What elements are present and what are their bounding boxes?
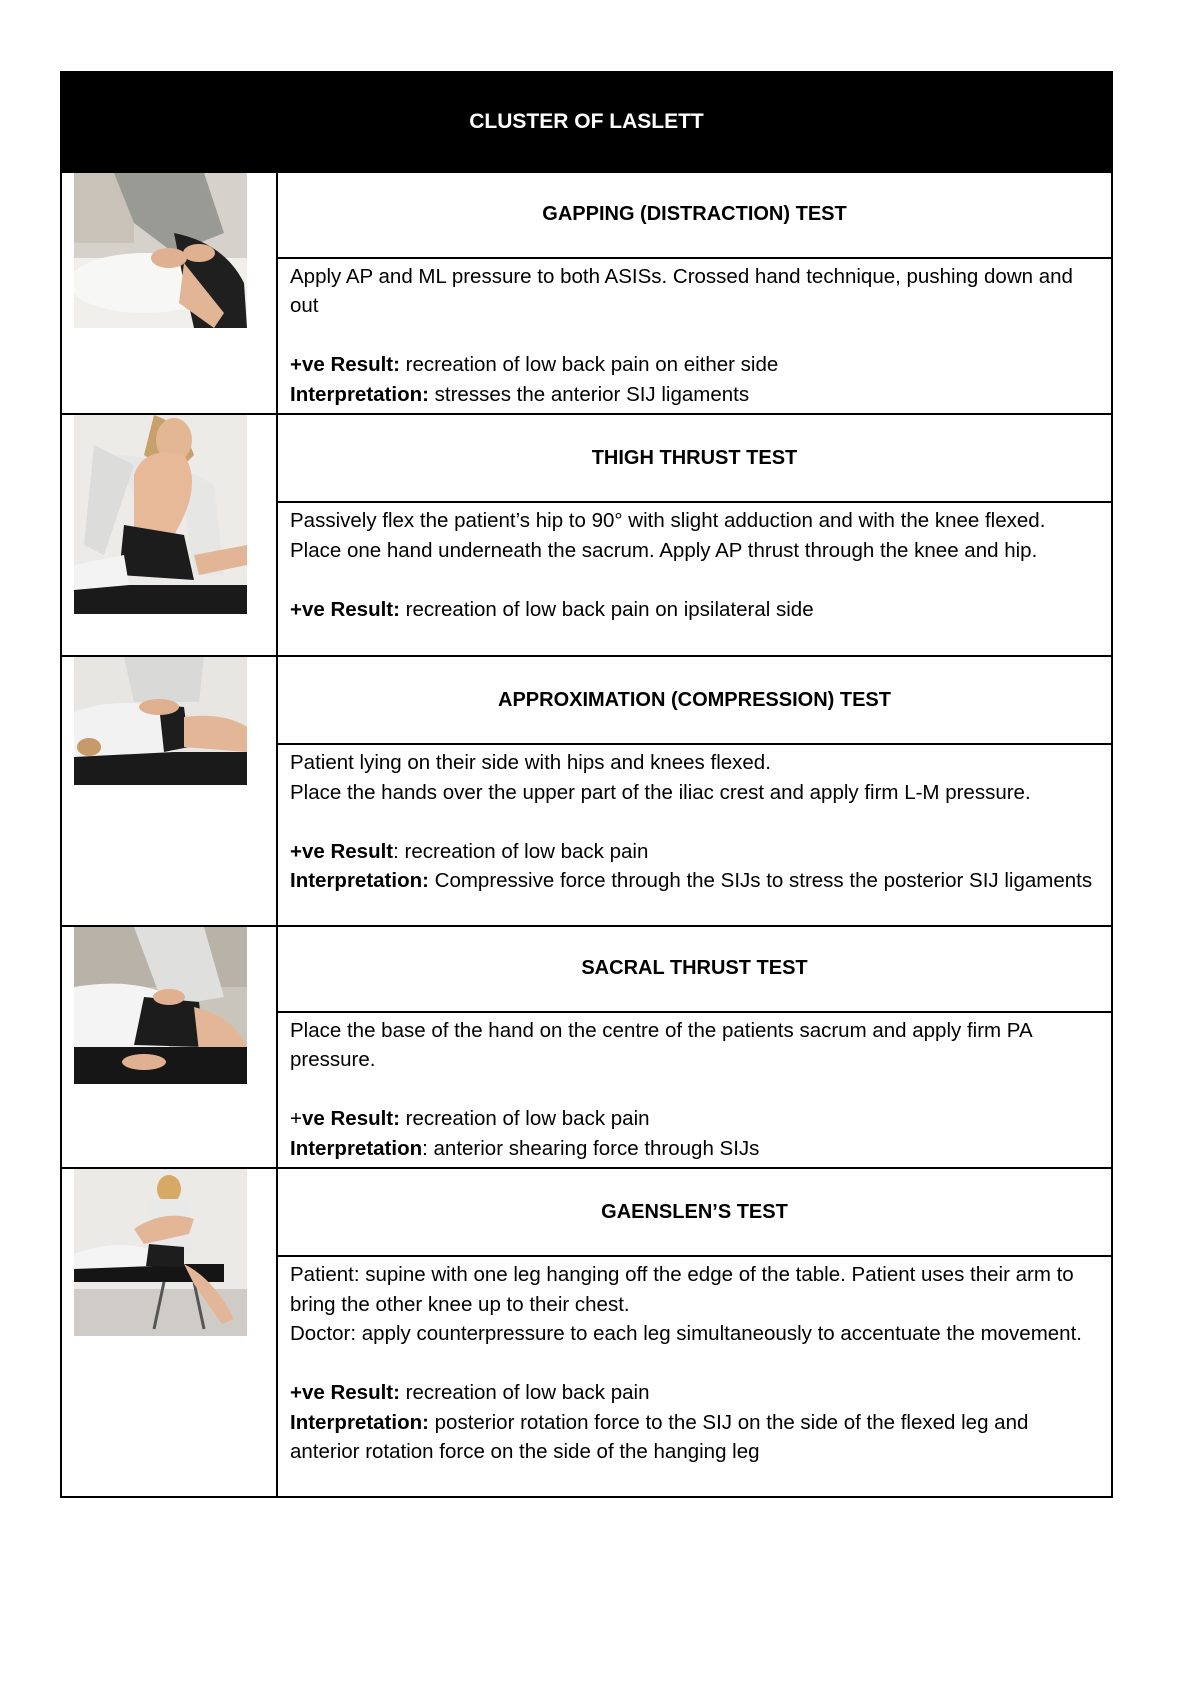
interpretation-text: stresses the anterior SIJ ligaments	[428, 382, 750, 406]
test-row-gapping	[62, 171, 1111, 413]
interpretation-line	[290, 380, 1099, 410]
table-header	[62, 73, 1111, 171]
photo-cell	[62, 173, 278, 413]
interpretation-text: : anterior shearing force through SIJs	[422, 1136, 760, 1160]
result-line	[290, 1104, 1099, 1134]
test-title: GAPPING (DISTRACTION) TEST	[278, 173, 1111, 259]
instruction-text: Apply AP and ML pressure to both ASISs. Crossed hand technique, pushing down and out	[290, 264, 1073, 317]
test-body	[278, 503, 1111, 628]
result-label: +ve Result:	[290, 353, 400, 376]
photo-cell	[62, 1169, 278, 1496]
result-text: recreation of low back pain	[399, 1107, 650, 1130]
instruction-text: Place the base of the hand on the centre of the patients sacrum and apply firm PA pressure.	[290, 1018, 1032, 1071]
text-cell	[278, 657, 1111, 925]
test-title: THIGH THRUST TEST	[278, 415, 1111, 503]
result-line	[290, 837, 1099, 867]
test-row-gaenslen	[62, 1167, 1111, 1496]
interpretation-line	[290, 866, 1099, 896]
text-cell	[278, 415, 1111, 655]
result-label: +ve Result:	[290, 1381, 400, 1404]
result-text: recreation of low back pain	[399, 1381, 650, 1404]
sacral-thrust-test-photo	[74, 927, 247, 1084]
result-line	[290, 350, 1099, 380]
result-text: : recreation of low back pain	[393, 839, 649, 863]
result-label: +ve Result	[290, 839, 394, 863]
interpretation-label: Interpretation	[290, 1136, 423, 1160]
text-cell	[278, 927, 1111, 1167]
instruction-text: Doctor: apply counterpressure to each leg simultaneously to accentuate the movement.	[290, 1322, 1082, 1345]
result-label: ve Result:	[301, 1107, 400, 1130]
photo-cell	[62, 415, 278, 655]
test-row-sacral-thrust	[62, 925, 1111, 1167]
interpretation-line	[290, 1134, 1099, 1164]
test-body	[278, 259, 1111, 414]
photo-cell	[62, 657, 278, 925]
test-body	[278, 745, 1111, 900]
thigh-thrust-test-photo	[74, 415, 247, 614]
photo-cell	[62, 927, 278, 1167]
test-title: APPROXIMATION (COMPRESSION) TEST	[278, 657, 1111, 745]
instruction-text: Place the hands over the upper part of the iliac crest and apply firm L-M pressure.	[290, 780, 1031, 804]
result-label: +ve Result:	[290, 597, 400, 621]
interpretation-label: Interpretation:	[290, 1410, 429, 1434]
laslett-cluster-table	[60, 71, 1113, 1498]
result-prefix: +	[290, 1107, 302, 1130]
result-line	[290, 1378, 1099, 1408]
interpretation-line	[290, 1408, 1099, 1467]
instruction-text: Passively flex the patient’s hip to 90° with slight adduction and with the knee flexed. Place one hand underneath the sacrum. Apply AP thrust through the knee and hip.	[290, 509, 1046, 562]
instruction-text: Patient lying on their side with hips and knees flexed.	[290, 751, 771, 774]
interpretation-label: Interpretation:	[290, 382, 429, 406]
test-title: GAENSLEN’S TEST	[278, 1169, 1111, 1257]
test-row-thigh-thrust	[62, 413, 1111, 655]
test-title: SACRAL THRUST TEST	[278, 927, 1111, 1013]
gaenslen-test-photo	[74, 1169, 247, 1336]
text-cell	[278, 1169, 1111, 1496]
result-text: recreation of low back pain on either side	[399, 353, 779, 376]
page-title: CLUSTER OF LASLETT	[469, 110, 704, 133]
instruction-text: Patient: supine with one leg hanging off the edge of the table. Patient uses their arm to bring the other knee up to their chest.	[290, 1263, 1074, 1316]
test-body	[278, 1013, 1111, 1168]
approximation-test-photo	[74, 657, 247, 785]
test-body	[278, 1257, 1111, 1471]
interpretation-text: Compressive force through the SIJs to stress the posterior SIJ ligaments	[428, 869, 1093, 892]
result-line	[290, 595, 1099, 625]
interpretation-text: posterior rotation force to the SIJ on the side of the flexed leg and anterior rotation force on the side of the hanging leg	[290, 1410, 1029, 1463]
result-text: recreation of low back pain on ipsilateral side	[399, 597, 814, 621]
gapping-test-photo	[74, 173, 247, 328]
test-row-approximation	[62, 655, 1111, 925]
text-cell	[278, 173, 1111, 413]
interpretation-label: Interpretation:	[290, 869, 429, 892]
